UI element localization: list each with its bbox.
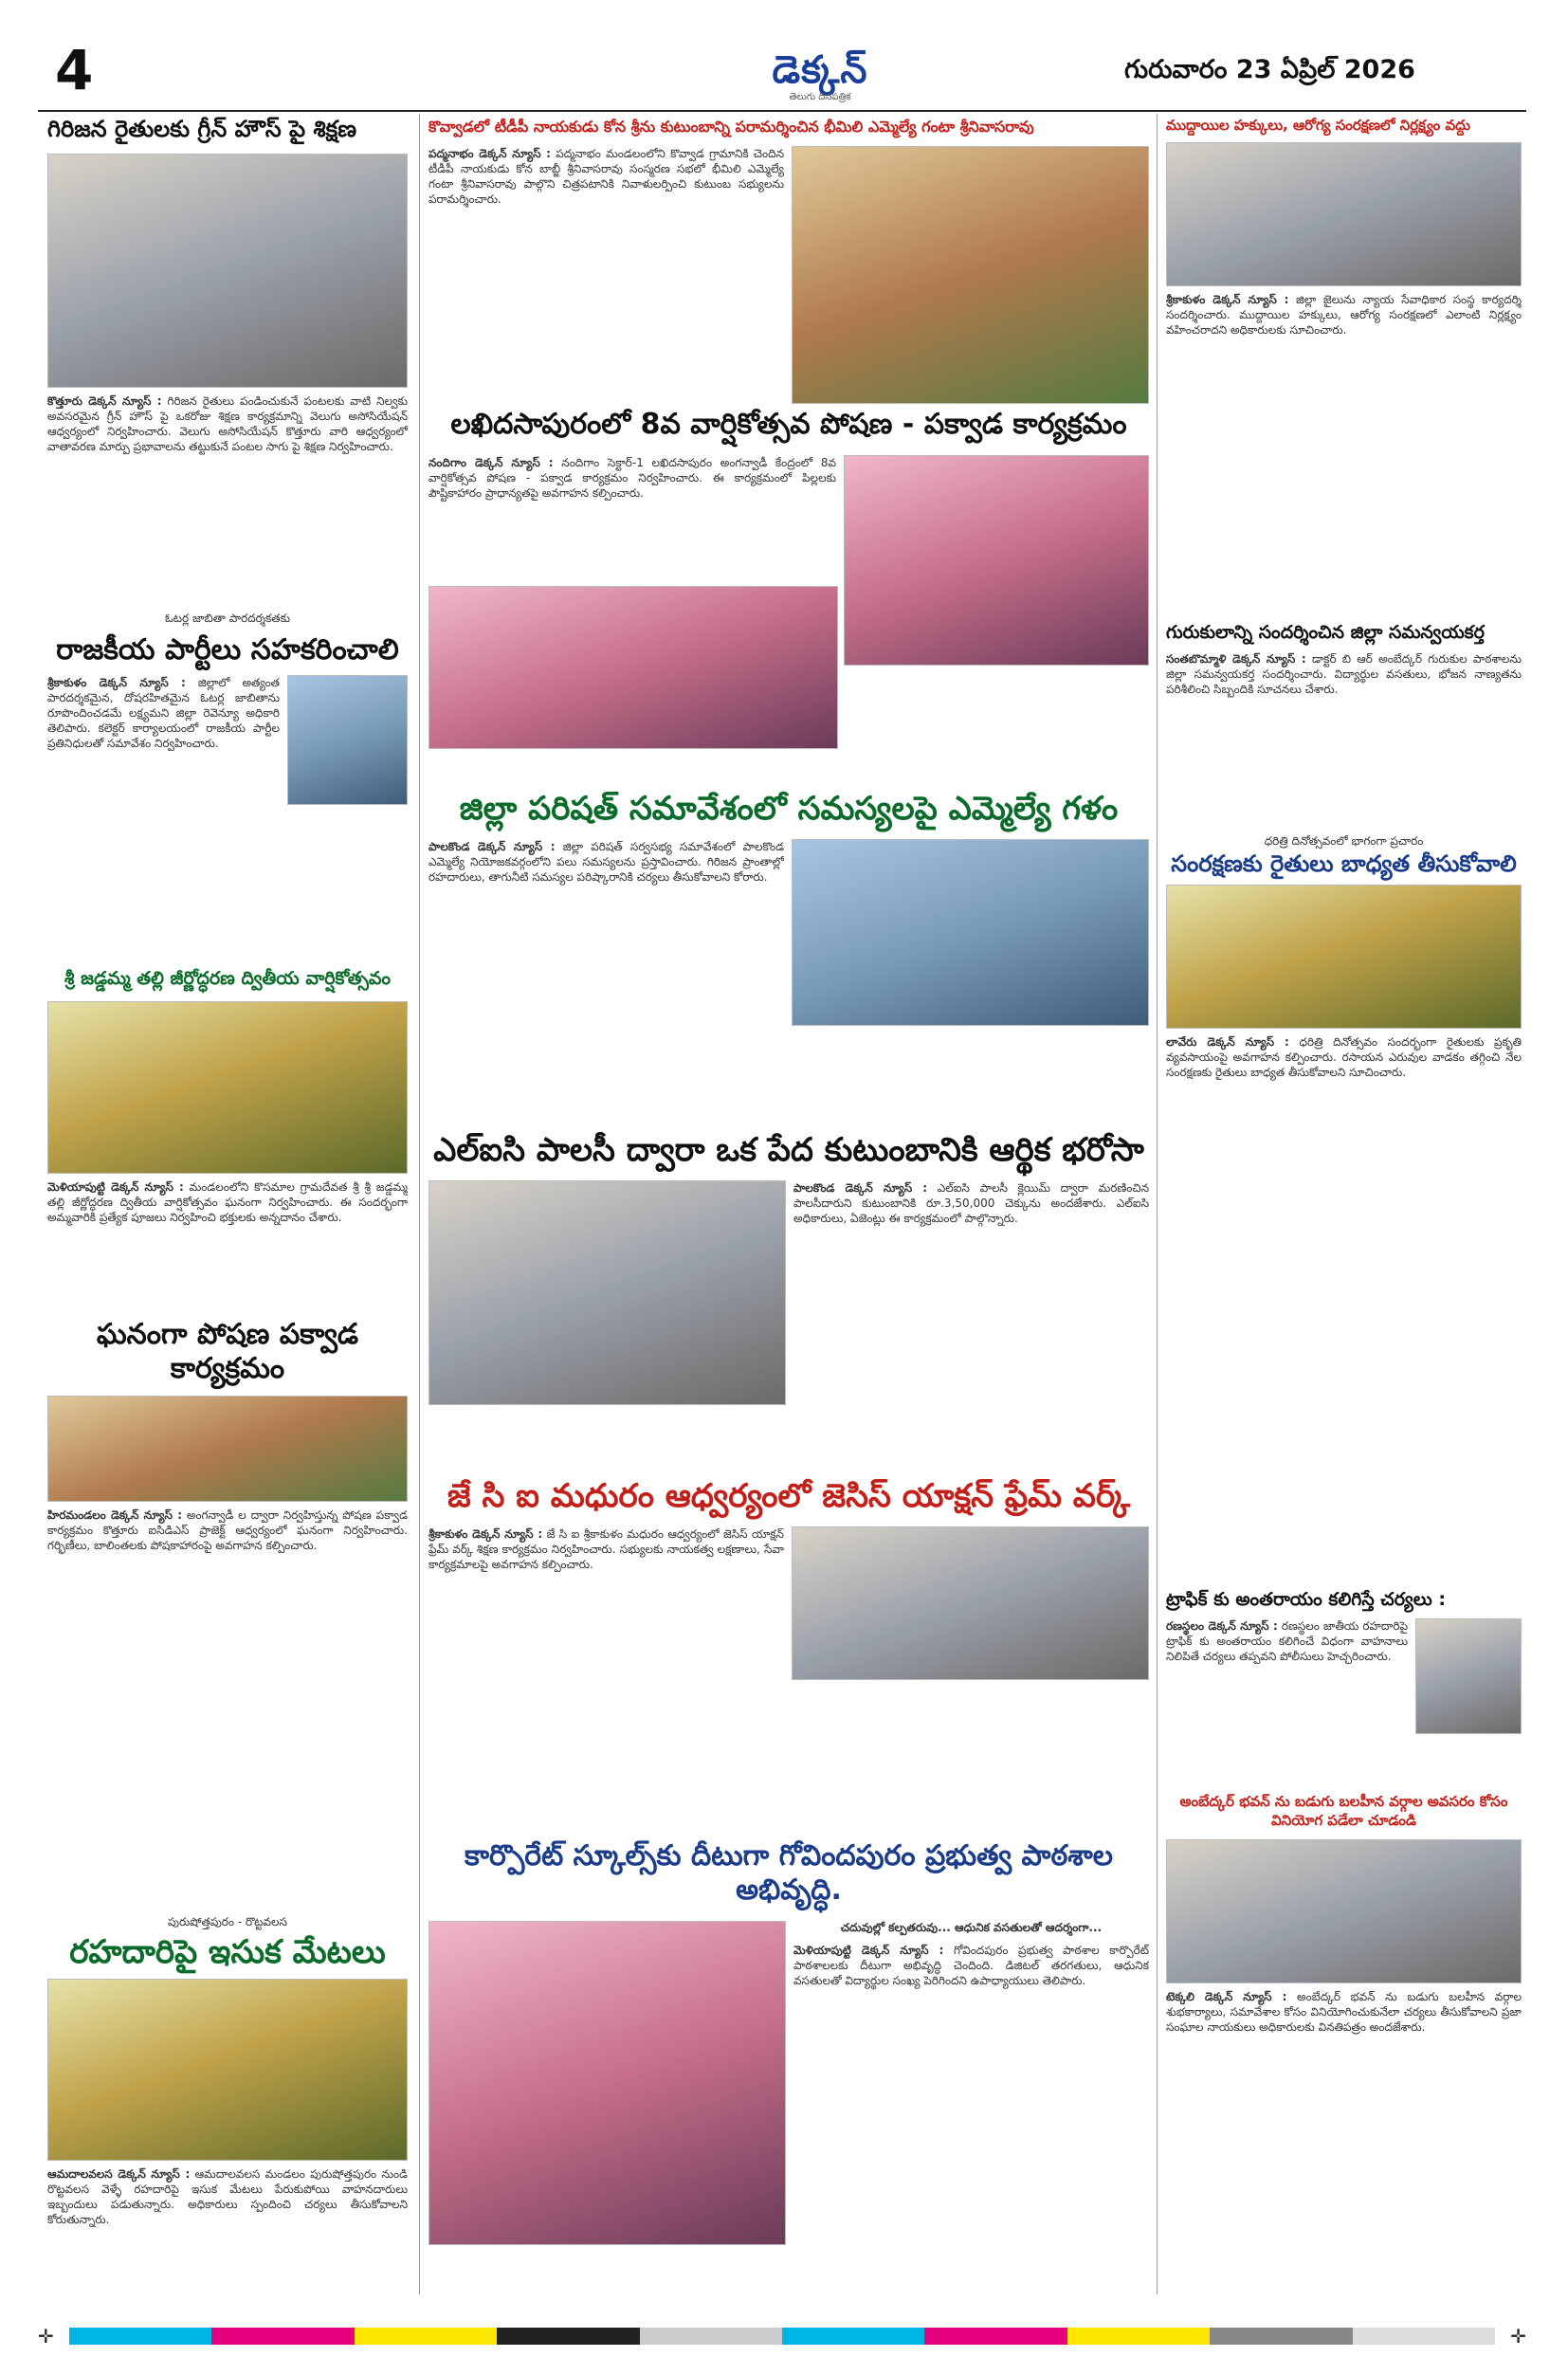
article-body bbox=[793, 1180, 1149, 1465]
story-earth-day bbox=[1166, 834, 1522, 1575]
byline: మెళియాపుట్టి డెక్కన్ న్యూస్ : bbox=[47, 1180, 184, 1194]
article-body bbox=[47, 1507, 408, 1953]
byline: పద్మనాభం డెక్కన్ న్యూస్ : bbox=[428, 147, 551, 160]
headline: రాజకీయ పార్టీలు సహకరించాలి bbox=[56, 633, 399, 667]
headline: శ్రీ జడ్డమ్మ తల్లి జీర్ణోద్ధరణ ద్వితీయ వార్షికోత్సవం bbox=[64, 968, 391, 989]
article-body bbox=[1166, 1034, 1522, 1575]
political-photo bbox=[287, 675, 408, 805]
article-text: ఆమదాలవలస మండలం పురుషోత్తపురం నుండి రొట్టవలస వెళ్ళే రహదారిపై ఇసుక మేటలు పేరుకుపోయి వాహనదారులు ఇబ్బందులు పడుతున్నారు. అధికారులు స్పందించి చర్యలు తీసుకోవాలని కోరుతున్నారు. bbox=[47, 2167, 408, 2226]
headline: ట్రాఫిక్ కు అంతరాయం కలిగిస్తే చర్యలు : bbox=[1166, 1589, 1446, 1610]
article-body bbox=[793, 1943, 1149, 2256]
rights-photo bbox=[1166, 142, 1522, 286]
article-text: నందిగాం సెక్టార్-1 లఖిదసాపురం అంగన్వాడీ కేంద్రంలో 8వ వార్షికోత్సవ పోషణ - పక్వాడ కార్యక్రమం నిర్వహించారు. ఈ కార్యక్రమంలో పిల్లలకు పౌష్టికాహారం ప్రాధాన్యతపై అవగాహన కల్పించారు. bbox=[428, 456, 836, 500]
byline: హిరమండలం డెక్కన్ న్యూస్ : bbox=[47, 1508, 182, 1522]
color-swatch bbox=[782, 2328, 924, 2345]
headline: ముద్దాయిల హక్కులు, ఆరోగ్య సంరక్షణలో నిర్లక్ష్యం వద్దు bbox=[1166, 117, 1470, 134]
story-nutrition-fortnight bbox=[47, 1318, 408, 1953]
story-zp-meeting bbox=[428, 792, 1149, 1124]
byline: రణస్థలం డెక్కన్ న్యూస్ : bbox=[1166, 1619, 1278, 1633]
color-swatch bbox=[1067, 2328, 1210, 2345]
earth-day-photo bbox=[1166, 885, 1522, 1029]
headline: జిల్లా పరిషత్ సమావేశంలో సమస్యలపై ఎమ్మెల్యే గళం bbox=[459, 790, 1119, 828]
article-text: డాక్టర్ బి ఆర్ అంబేద్కర్ గురుకుల పాఠశాలను జిల్లా సమన్వయకర్త సందర్శించారు. విద్యార్థుల వసతులు, భోజన నాణ్యతను పరిశీలించి సిబ్బందికి సూచనలు చేశారు. bbox=[1166, 652, 1522, 696]
headline: లఖిదసాపురంలో 8వ వార్షికోత్సవ పోషణ - పక్వాడ కార్యక్రమం bbox=[450, 408, 1127, 441]
header-rule bbox=[38, 110, 1526, 112]
headline: అంబేద్కర్ భవన్ ను బడుగు బలహీన వర్గాల అవసరం కోసం వినియోగ పడేలా చూడండి bbox=[1179, 1793, 1508, 1829]
story-school bbox=[428, 1839, 1149, 2256]
kicker: ధరిత్రి దినోత్సవంలో భాగంగా ప్రచారం bbox=[1264, 834, 1424, 848]
headline: కొవ్వాడలో టీడీపీ నాయకుడు కోన శ్రీను కుటుంబాన్ని పరామర్శించిన భీమిలి ఎమ్మెల్యే గంటా శ్రీనివాసరావు bbox=[428, 118, 1034, 136]
article-text: పద్మనాభం మండలంలోని కొవ్వాడ గ్రామానికి చెందిన టీడీపీ నాయకుడు కోన బాబ్జీ శ్రీనివాసరావు సంస్మరణ సభలో భీమిలి ఎమ్మెల్యే గంటా శ్రీనివాసరావు పాల్గొని చిత్రపటానికి నివాళులర్పించి కుటుంబ సభ్యులను పరామర్శించారు. bbox=[428, 147, 784, 206]
headline: గురుకులాన్ని సందర్శించిన జిల్లా సమన్వయకర్త bbox=[1166, 622, 1485, 643]
color-swatch bbox=[211, 2328, 354, 2345]
lic-photo bbox=[428, 1180, 786, 1405]
page-number: 4 bbox=[55, 38, 94, 102]
byline: కొత్తూరు డెక్కన్ న్యూస్ : bbox=[47, 394, 162, 408]
headline: ఎల్ఐసి పాలసీ ద్వారా ఒక పేద కుటుంబానికి ఆర్థిక భరోసా bbox=[433, 1131, 1144, 1169]
nutrition-anniv-photo bbox=[428, 586, 838, 749]
color-swatch bbox=[640, 2328, 782, 2345]
column-divider bbox=[1157, 114, 1158, 2294]
color-swatch bbox=[1353, 2328, 1495, 2345]
masthead-name: డెక్కన్ bbox=[772, 48, 868, 92]
article-body bbox=[428, 839, 784, 1124]
byline: శ్రీకాకుళం డెక్కన్ న్యూస్ : bbox=[47, 676, 186, 689]
article-text: అంగన్వాడీ ల ద్వారా నిర్వహిస్తున్న పోషణ పక్వాడ కార్యక్రమం కొత్తూరు ఐసిడిఎస్ ప్రాజెక్ట్ ఆధ్వర్యంలో ఘనంగా నిర్వహించారు. గర్భిణీలు, బాలింతలకు పోషకాహారంపై అవగాహన కల్పించారు. bbox=[47, 1508, 408, 1552]
sand-photo bbox=[47, 1979, 408, 2161]
story-tribute bbox=[428, 118, 1149, 404]
byline: ఆమదాలవలస డెక్కన్ న్యూస్ : bbox=[47, 2167, 191, 2181]
byline: నందిగాం డెక్కన్ న్యూస్ : bbox=[428, 456, 554, 469]
article-body bbox=[428, 455, 836, 578]
article-text: ధరిత్రి దినోత్సవం సందర్భంగా రైతులకు ప్రకృతి వ్యవసాయంపై అవగాహన కల్పించారు. రసాయన ఎరువుల వాడకం తగ్గించి నేల సంరక్షణకు రైతులు బాధ్యత తీసుకోవాలని సూచించారు. bbox=[1166, 1035, 1522, 1079]
masthead-tagline: తెలుగు దినపత్రిక bbox=[789, 92, 851, 102]
article-text: అంబేద్కర్ భవన్ ను బడుగు బలహీన వర్గాల శుభకార్యాలు, సమావేశాల కోసం వినియోగించుకునేలా చర్యలు తీసుకోవాలని ప్రజా సంఘాల నాయకులు అధికారులకు వినతిపత్రం అందజేశారు. bbox=[1166, 1990, 1522, 2034]
issue-date: గురువారం 23 ఏప్రిల్ 2026 bbox=[1124, 55, 1415, 84]
story-greenhouse bbox=[47, 116, 408, 574]
story-political bbox=[47, 612, 408, 1016]
jci-photo bbox=[792, 1526, 1149, 1680]
byline: పాలకొండ డెక్కన్ న్యూస్ : bbox=[793, 1181, 928, 1195]
article-text: జిల్లాలో అత్యంత పారదర్శకమైన, దోషరహితమైన ఓటర్ల జాబితాను రూపొందించడమే లక్ష్యమని జిల్లా రెవెన్యూ అధికారి తెలిపారు. కలెక్టర్ కార్యాలయంలో రాజకీయ పార్టీల ప్రతినిధులతో సమావేశం నిర్వహించారు. bbox=[47, 676, 280, 750]
byline: సంతబొమ్మాళి డెక్కన్ న్యూస్ : bbox=[1166, 652, 1306, 666]
color-swatch bbox=[1210, 2328, 1352, 2345]
story-jci bbox=[428, 1479, 1149, 1811]
story-gurukul bbox=[1166, 621, 1522, 831]
tribute-photo bbox=[792, 146, 1149, 404]
article-text: గిరిజన రైతులు పండించుకునే పంటలకు వాటి నిల్వకు అవసరమైన గ్రీన్ హౌస్ పై ఒకరోజు శిక్షణ కార్యక్రమాన్ని వెలుగు అసోసియేషన్ ఆధ్వర్యంలో నిర్వహించారు. వెలుగు అసోసియేషన్ కొత్తూరు వారి ఆధ్వర్యంలో వాతావరణ మార్పు ప్రభావాలను తట్టుకునే పంటల సాగు పై శిక్షణ నిర్వహించారు. bbox=[47, 394, 408, 453]
temple-photo bbox=[47, 1001, 408, 1174]
article-text: ఎల్ఐసి పాలసీ క్లెయిమ్ ద్వారా మరణించిన పాలసీదారుని కుటుంబానికి రూ.3,50,000 చెక్కును అందజేశారు. ఎల్ఐసి అధికారులు, ఏజెంట్లు ఈ కార్యక్రమంలో పాల్గొన్నారు. bbox=[793, 1181, 1149, 1225]
color-swatch bbox=[355, 2328, 497, 2345]
masthead-logo bbox=[758, 49, 882, 110]
kicker: ఓటర్ల జాబితా పారదర్శకతకు bbox=[165, 612, 290, 625]
color-swatch bbox=[924, 2328, 1067, 2345]
byline: పాలకొండ డెక్కన్ న్యూస్ : bbox=[428, 840, 556, 853]
headline: ఘనంగా పోషణ పక్వాడ కార్యక్రమం bbox=[96, 1318, 359, 1385]
story-ambedkar bbox=[1166, 1792, 1522, 2150]
article-body bbox=[47, 393, 408, 574]
zp-meeting-photo bbox=[792, 839, 1149, 1026]
nutrition-anniv-photo bbox=[844, 455, 1149, 666]
byline: శ్రీకాకుళం డెక్కన్ న్యూస్ : bbox=[428, 1527, 543, 1541]
byline: మెళియాపుట్టి డెక్కన్ న్యూస్ : bbox=[793, 1944, 944, 1957]
print-color-bar bbox=[38, 2325, 1526, 2348]
column-divider bbox=[419, 114, 420, 2294]
kicker: పురుషోత్తపురం - రొట్టవలస bbox=[168, 1915, 287, 1928]
story-sand bbox=[47, 1915, 408, 2290]
color-swatch bbox=[69, 2328, 211, 2345]
article-text: రణస్థలం జాతీయ రహదారిపై ట్రాఫిక్ కు అంతరాయం కలిగించే విధంగా వాహనాలు నిలిపితే చర్యలు తప్పవని పోలీసులు హెచ్చరించారు. bbox=[1166, 1619, 1408, 1663]
article-text: మండలంలోని కొసమాల గ్రామదేవత శ్రీ శ్రీ జడ్డమ్మ తల్లి జీర్ణోద్ధరణ ద్వితీయ వార్షికోత్సవం ఘనంగా నిర్వహించారు. ఈ సందర్భంగా అమ్మవారికి ప్రత్యేక పూజలు నిర్వహించి భక్తులకు అన్నదానం చేశారు. bbox=[47, 1180, 408, 1224]
school-photo bbox=[428, 1921, 786, 2245]
article-body bbox=[47, 1179, 408, 1312]
article-text: జిల్లా జైలును న్యాయ సేవాధికార సంస్థ కార్యదర్శి సందర్శించారు. ముద్దాయిల హక్కులు, ఆరోగ్య సంరక్షణలో ఎలాంటి నిర్లక్ష్యం వహించరాదని అధికారులకు సూచించారు. bbox=[1166, 293, 1522, 337]
registration-mark-icon: ✛ bbox=[1510, 2325, 1526, 2348]
article-body bbox=[1166, 292, 1522, 619]
kicker: చదువుల్లో కల్పతరువు... ఆధునిక వసతులతో ఆదర్శంగా... bbox=[840, 1921, 1103, 1934]
article-body bbox=[428, 1526, 784, 1811]
article-body bbox=[47, 2166, 408, 2290]
story-temple bbox=[47, 967, 408, 1312]
story-lic bbox=[428, 1133, 1149, 1465]
article-text: జే సి ఐ శ్రీకాకుళం మధురం ఆధ్వర్యంలో జెసిస్ యాక్షన్ ఫ్రేమ్ వర్క్ శిక్షణ కార్యక్రమం నిర్వహించారు. సభ్యులకు నాయకత్వ లక్షణాలు, సేవా కార్యక్రమాలపై అవగాహన కల్పించారు. bbox=[428, 1527, 784, 1571]
byline: శ్రీకాకుళం డెక్కన్ న్యూస్ : bbox=[1166, 293, 1289, 306]
headline: జే సి ఐ మధురం ఆధ్వర్యంలో జెసిస్ యాక్షన్ ఫ్రేమ్ వర్క్ bbox=[447, 1477, 1131, 1515]
ambedkar-photo bbox=[1166, 1839, 1522, 1983]
headline: కార్పొరేట్ స్కూల్స్‌కు దీటుగా గోవిందపురం ప్రభుత్వ పాఠశాల అభివృద్ధి. bbox=[464, 1839, 1114, 1907]
article-body bbox=[47, 675, 280, 1016]
color-swatch bbox=[497, 2328, 639, 2345]
police-photo bbox=[1415, 1618, 1522, 1734]
nutrition-photo bbox=[47, 1396, 408, 1502]
article-body bbox=[1166, 1989, 1522, 2150]
article-body bbox=[1166, 651, 1522, 831]
story-rights bbox=[1166, 116, 1522, 619]
article-text: గోవిందపురం ప్రభుత్వ పాఠశాల కార్పొరేట్ పాఠశాలలకు దీటుగా అభివృద్ధి చెందింది. డిజిటల్ తరగతులు, ఆధునిక వసతులతో విద్యార్థుల సంఖ్య పెరిగిందని ఉపాధ్యాయులు తెలిపారు. bbox=[793, 1944, 1149, 1987]
article-body bbox=[428, 146, 784, 402]
headline: రహదారిపై ఇసుక మేటలు bbox=[69, 1933, 386, 1971]
story-traffic bbox=[1166, 1588, 1522, 1751]
headline: సంరక్షణకు రైతులు బాధ్యత తీసుకోవాలి bbox=[1171, 850, 1517, 877]
headline: గిరిజన రైతులకు గ్రీన్ హౌస్ పై శిక్షణ bbox=[47, 116, 357, 142]
article-body bbox=[1166, 1618, 1408, 1751]
registration-mark-icon: ✛ bbox=[38, 2325, 54, 2348]
article-text: జిల్లా పరిషత్ సర్వసభ్య సమావేశంలో పాలకొండ ఎమ్మెల్యే నియోజకవర్గంలోని పలు సమస్యలను ప్రస్తావించారు. గిరిజన ప్రాంతాల్లో రహదారులు, తాగునీటి సమస్యల పరిష్కారానికి చర్యలు తీసుకోవాలని కోరారు. bbox=[428, 840, 784, 884]
greenhouse-photo bbox=[47, 154, 408, 388]
byline: టెక్కలి డెక్కన్ న్యూస్ : bbox=[1166, 1990, 1287, 2003]
byline: లావేరు డెక్కన్ న్యూస్ : bbox=[1166, 1035, 1289, 1049]
story-nutrition-anniv bbox=[428, 408, 1149, 749]
